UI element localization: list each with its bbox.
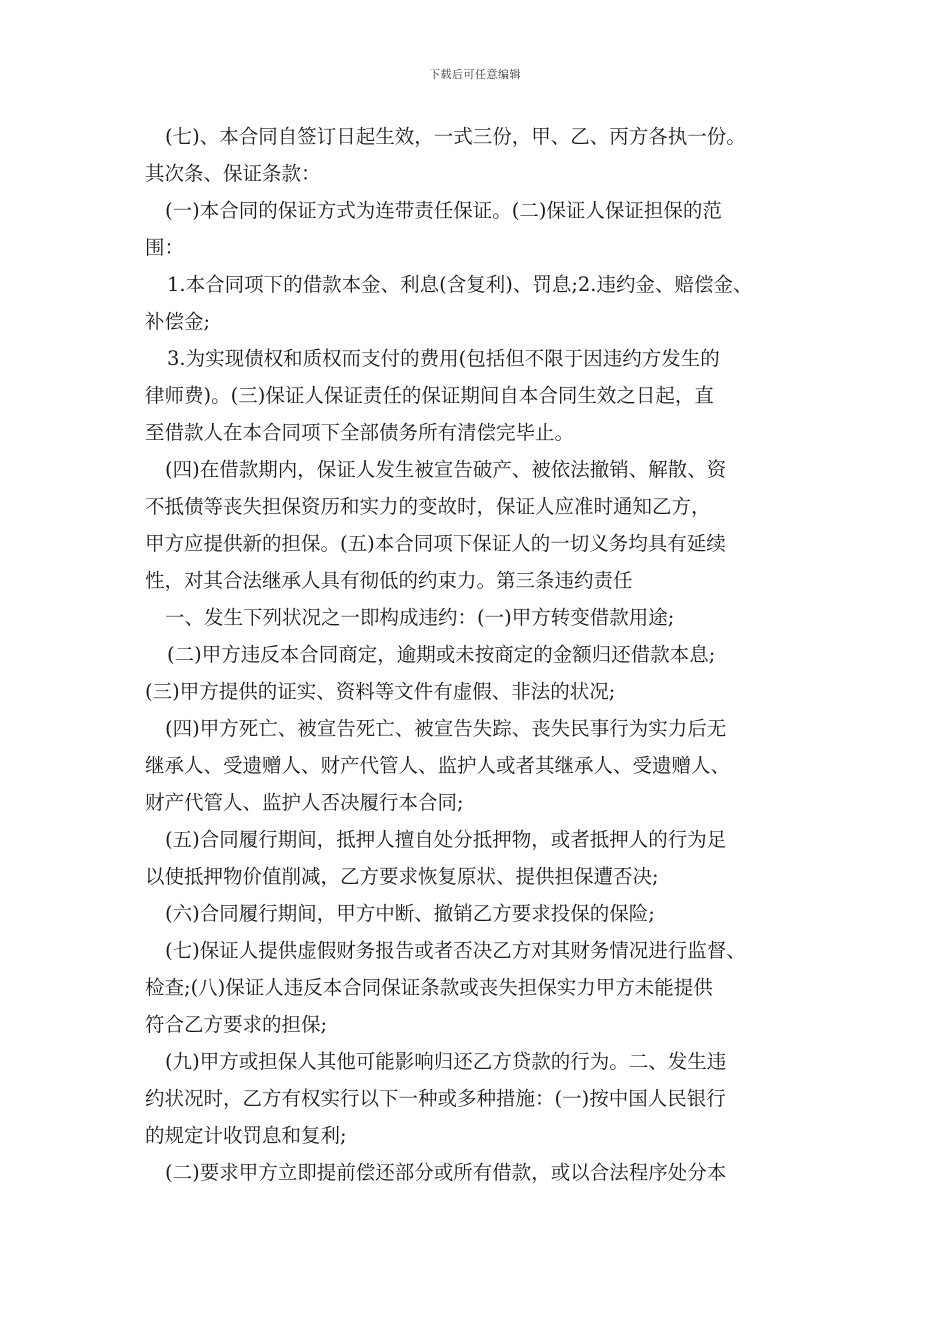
text-line: 1.本合同项下的借款本金、利息(含复利)、罚息;2.违约金、赔偿金、 — [167, 273, 753, 296]
text-line: 一、发生下列状况之一即构成违约：(一)甲方转变借款用途; — [165, 606, 675, 629]
text-line: 其次条、保证条款： — [145, 162, 321, 185]
text-line: (五)合同履行期间，抵押人擅自处分抵押物，或者抵押人的行为足 — [165, 828, 727, 851]
text-line: (二)甲方违反本合同商定，逾期或未按商定的金额归还借款本息; — [167, 643, 716, 666]
page-header: 下载后可任意编辑 — [429, 68, 521, 81]
document-body — [145, 118, 810, 1191]
text-line: 继承人、受遗赠人、财产代管人、监护人或者其继承人、受遗赠人、 — [145, 754, 731, 777]
text-line: (六)合同履行期间，甲方中断、撤销乙方要求投保的保险; — [165, 902, 655, 925]
text-line: 符合乙方要求的担保; — [145, 1013, 328, 1036]
text-line: 检查;(八)保证人违反本合同保证条款或丧失担保实力甲方未能提供 — [145, 976, 713, 999]
text-line: (一)本合同的保证方式为连带责任保证。(二)保证人保证担保的范 — [165, 199, 722, 222]
text-line: 围： — [145, 236, 185, 259]
text-line: (七)、本合同自签订日起生效，一式三份，甲、乙、丙方各执一份。 — [165, 125, 746, 148]
text-line: (三)甲方提供的证实、资料等文件有虚假、非法的状况; — [145, 680, 616, 703]
text-line: 的规定计收罚息和复利; — [145, 1124, 347, 1147]
text-line: (七)保证人提供虚假财务报告或者否决乙方对其财务情况进行监督、 — [165, 939, 746, 962]
text-line: 以使抵押物价值削减，乙方要求恢复原状、提供担保遭否决; — [145, 865, 659, 888]
text-line: (二)要求甲方立即提前偿还部分或所有借款，或以合法程序处分本 — [165, 1161, 727, 1184]
text-line: 至借款人在本合同项下全部债务所有清偿完毕止。 — [145, 421, 575, 444]
text-line: 不抵债等丧失担保资历和实力的变故时，保证人应准时通知乙方， — [145, 495, 711, 518]
text-line: 3.为实现债权和质权而支付的费用(包括但不限于因违约方发生的 — [167, 347, 720, 370]
text-line: 约状况时，乙方有权实行以下一种或多种措施：(一)按中国人民银行 — [145, 1087, 726, 1110]
text-line: (九)甲方或担保人其他可能影响归还乙方贷款的行为。二、发生违 — [165, 1050, 727, 1073]
text-line: 律师费)。(三)保证人保证责任的保证期间自本合同生效之日起，直 — [145, 384, 714, 407]
text-line: (四)在借款期内，保证人发生被宣告破产、被依法撤销、解散、资 — [165, 458, 727, 481]
text-line: 补偿金; — [145, 310, 211, 333]
text-line: (四)甲方死亡、被宣告死亡、被宣告失踪、丧失民事行为实力后无 — [165, 717, 727, 740]
text-line: 性，对其合法继承人具有彻低的约束力。第三条违约责任 — [145, 569, 633, 592]
text-line: 财产代管人、监护人否决履行本合同; — [145, 791, 464, 814]
text-line: 甲方应提供新的担保。(五)本合同项下保证人的一切义务均具有延续 — [145, 532, 726, 555]
